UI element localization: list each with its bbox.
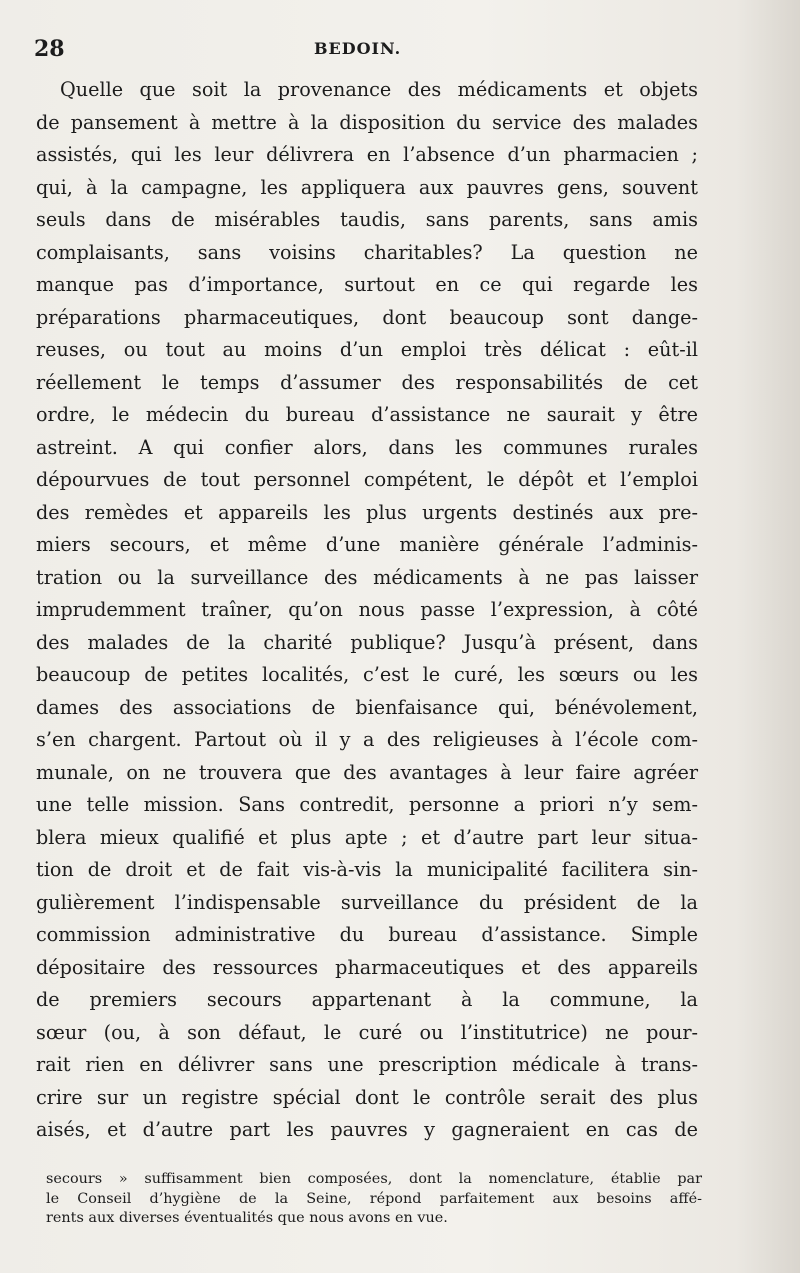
text-line: de pansement à mettre à la disposition du service des malades: [36, 110, 698, 134]
text-line: miers secours, et même d’une manière générale l’adminis-: [36, 533, 698, 556]
text-line: de premiers secours appartenant à la commune, la: [36, 988, 698, 1011]
text-line: munale, on ne trouvera que des avantages à leur faire agréer: [36, 760, 698, 784]
footnote: [46, 1170, 702, 1229]
text-line: reuses, ou tout au moins d’un emploi très délicat : eût-il: [36, 338, 698, 361]
text-line: beaucoup de petites localités, c’est le curé, les sœurs ou les: [36, 663, 698, 686]
page-header: [34, 36, 700, 66]
text-line: assistés, qui les leur délivrera en l’absence d’un pharmacien ;: [36, 143, 698, 166]
text-line: commission administrative du bureau d’assistance. Simple: [36, 923, 698, 946]
running-head: BEDOIN.: [314, 39, 402, 58]
body-text: [36, 74, 698, 1147]
text-line: préparations pharmaceutiques, dont beaucoup sont dange-: [36, 305, 698, 329]
text-line: astreint. A qui confier alors, dans les communes rurales: [36, 435, 698, 459]
text-line: dépositaire des ressources pharmaceutiques et des appareils: [36, 955, 698, 979]
text-line: tration ou la surveillance des médicaments à ne pas laisser: [36, 565, 698, 589]
text-line: tion de droit et de fait vis-à-vis la municipalité facilitera sin-: [36, 858, 698, 881]
text-line: s’en chargent. Partout où il y a des religieuses à l’école com-: [36, 728, 698, 751]
text-line: dames des associations de bienfaisance qui, bénévolement,: [36, 695, 698, 719]
text-line: aisés, et d’autre part les pauvres y gagneraient en cas de: [36, 1118, 698, 1141]
page-number: 28: [34, 36, 65, 62]
text-line: réellement le temps d’assumer des responsabilités de cet: [36, 370, 698, 394]
text-line: gulièrement l’indispensable surveillance du président de la: [36, 890, 698, 914]
text-line: rait rien en délivrer sans une prescription médicale à trans-: [36, 1053, 698, 1076]
text-line: des remèdes et appareils les plus urgents destinés aux pre-: [36, 500, 698, 524]
footnote-line: rents aux diverses éventualités que nous avons en vue.: [46, 1210, 448, 1226]
text-line: blera mieux qualifié et plus apte ; et d’autre part leur situa-: [36, 825, 698, 849]
text-line: ordre, le médecin du bureau d’assistance ne saurait y être: [36, 403, 698, 426]
text-line: complaisants, sans voisins charitables? La question ne: [36, 240, 698, 264]
text-line: dépourvues de tout personnel compétent, le dépôt et l’emploi: [36, 468, 698, 491]
text-line: Quelle que soit la provenance des médicaments et objets: [60, 78, 698, 101]
text-line: seuls dans de misérables taudis, sans parents, sans amis: [36, 208, 698, 231]
text-line: qui, à la campagne, les appliquera aux pauvres gens, souvent: [36, 175, 698, 199]
text-line: une telle mission. Sans contredit, personne a priori n’y sem-: [36, 793, 698, 816]
text-line: manque pas d’importance, surtout en ce qui regarde les: [36, 273, 698, 296]
text-line: crire sur un registre spécial dont le contrôle serait des plus: [36, 1085, 698, 1109]
text-line: sœur (ou, à son défaut, le curé ou l’institutrice) ne pour-: [36, 1020, 698, 1044]
text-line: imprudemment traîner, qu’on nous passe l’expression, à côté: [36, 598, 698, 621]
footnote-line: secours » suffisamment bien composées, dont la nomenclature, établie par: [46, 1171, 702, 1187]
footnote-line: le Conseil d’hygiène de la Seine, répond parfaitement aux besoins affé-: [46, 1190, 702, 1207]
text-line: des malades de la charité publique? Jusqu’à présent, dans: [36, 630, 698, 654]
